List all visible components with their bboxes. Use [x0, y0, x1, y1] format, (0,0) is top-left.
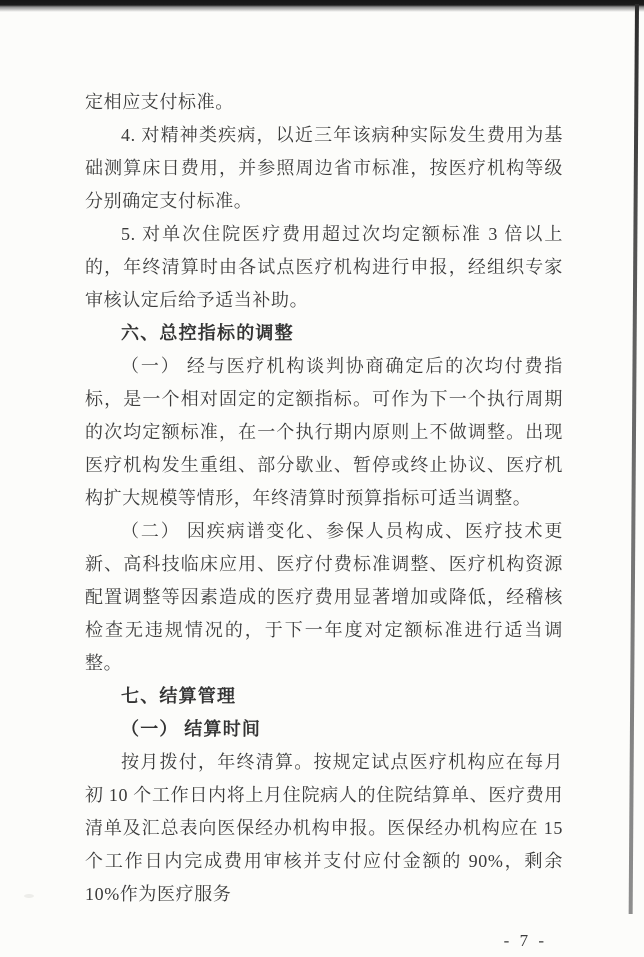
section-heading: 六、总控指标的调整: [121, 323, 294, 343]
body-paragraph: 5. 对单次住院医疗费用超过次均定额标准 3 倍以上的，年终清算时由各试点医疗机构进行申报，经组织专家审核认定后给予适当补助。: [85, 224, 563, 310]
body-paragraph: （二） 因疾病谱变化、参保人员构成、医疗技术更新、高科技临床应用、医疗付费标准调整、医疗机构资源配置调整等因素造成的医疗费用显著增加或降低，经稽核检查无违规情况的，于下一年度对定额标准进行适当调整。: [85, 521, 563, 673]
body-paragraph: （一） 经与医疗机构谈判协商确定后的次均付费指标，是一个相对固定的定额指标。可作为下一个执行周期的次均定额标准，在一个执行期内原则上不做调整。出现医疗机构发生重组、部分歇业、暂停或终止协议、医疗机构扩大规模等情形，年终清算时预算指标可适当调整。: [85, 356, 563, 508]
sub-heading: （一） 结算时间: [121, 719, 262, 739]
scan-smudge-artifact: [24, 894, 34, 898]
scan-top-edge-artifact: [0, 0, 644, 12]
body-paragraph: 4. 对精神类疾病，以近三年该病种实际发生费用为基础测算床日费用，并参照周边省市标准，按医疗机构等级分别确定支付标准。: [85, 125, 563, 211]
page-number: - 7 -: [503, 931, 547, 950]
scan-right-edge-artifact: [629, 4, 639, 914]
continuation-line: 定相应支付标准。: [85, 92, 234, 112]
body-paragraph: 按月拨付，年终清算。按规定试点医疗机构应在每月初 10 个工作日内将上月住院病人的住院结算单、医疗费用清单及汇总表向医保经办机构申报。医保经办机构应在 15 个工作日内完成费用审核并支付应付金额的 90%，剩余 10%作为医疗服务: [85, 752, 563, 904]
section-heading: 七、结算管理: [121, 686, 237, 706]
document-text-block: [85, 86, 563, 957]
